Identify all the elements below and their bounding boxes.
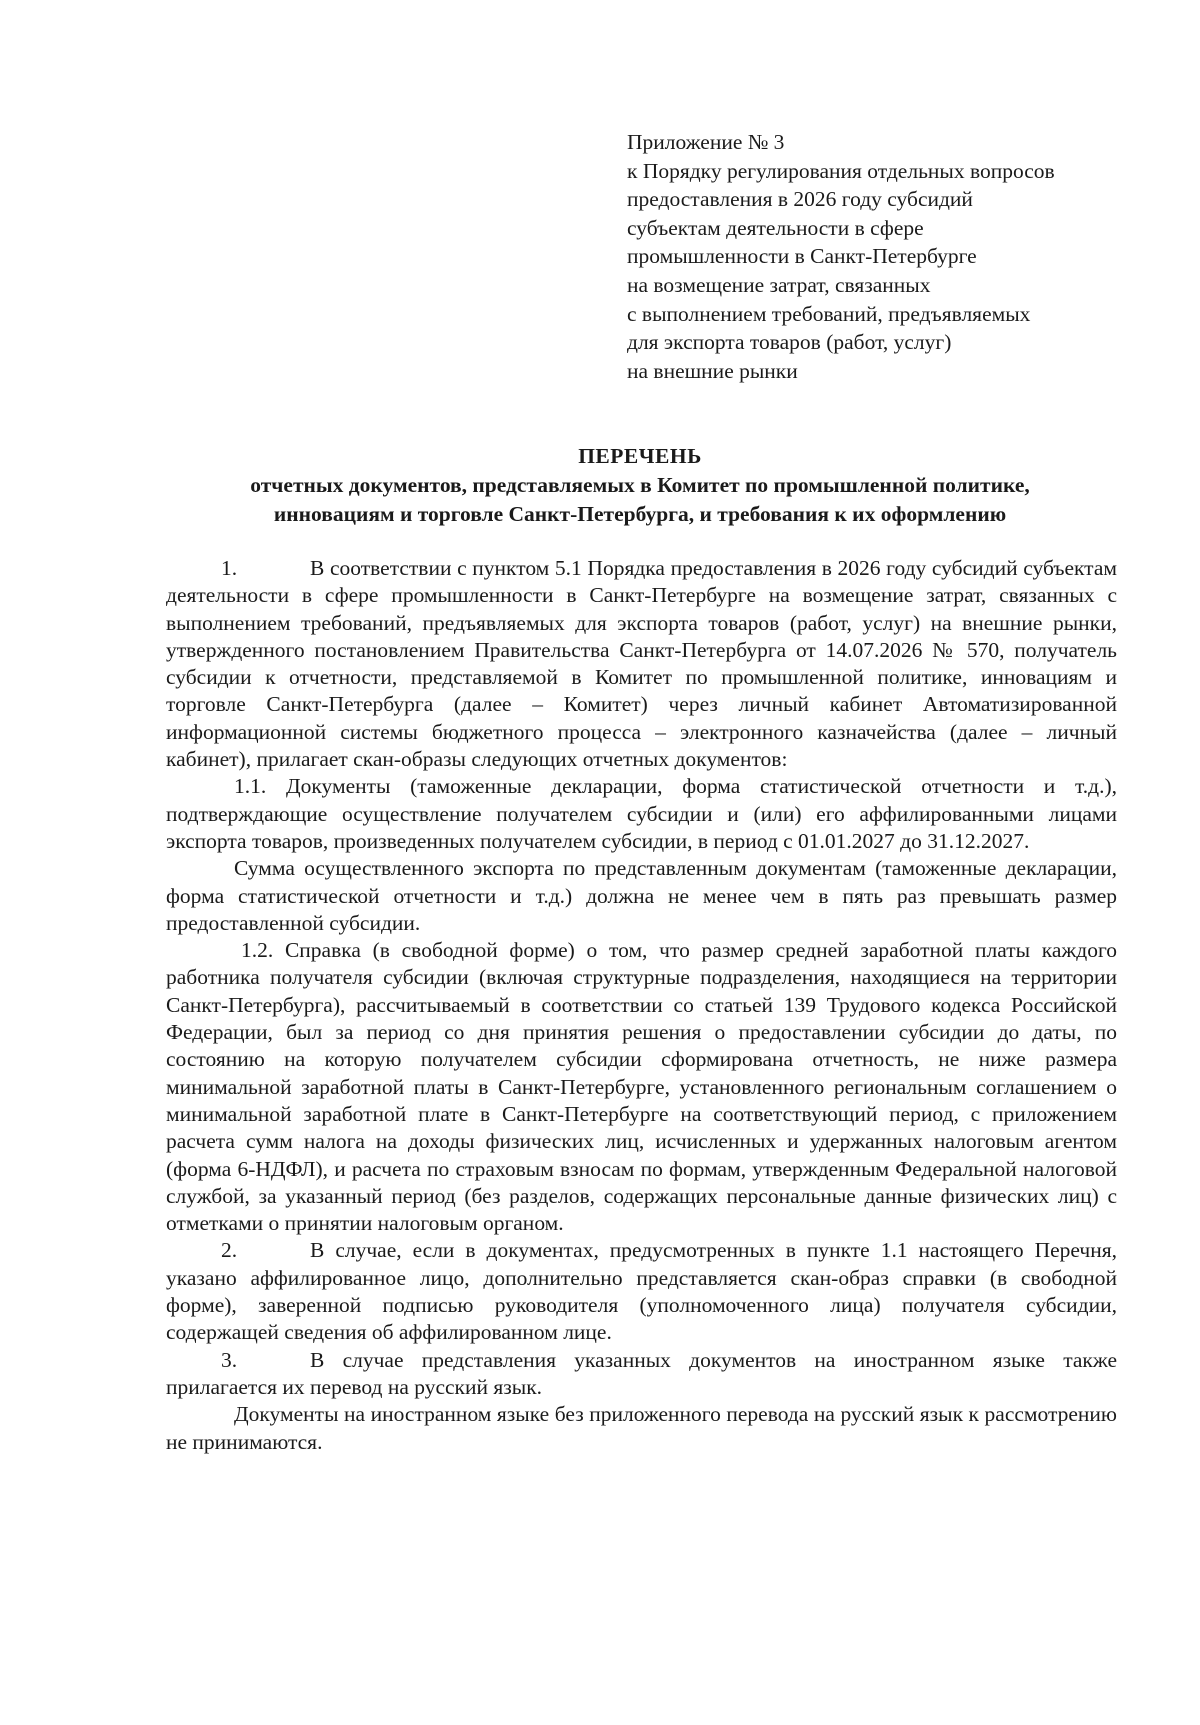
title-line-2: инновациям и торговле Санкт-Петербурга, и требования к их оформлению bbox=[273, 502, 1007, 526]
appendix-line: с выполнением требований, предъявляемых bbox=[627, 301, 1031, 326]
document-title bbox=[160, 442, 1120, 529]
title-main: ПЕРЕЧЕНЬ bbox=[578, 444, 702, 468]
appendix-line: на возмещение затрат, связанных bbox=[627, 272, 931, 297]
paragraph-text: В случае представления указанных документов на иностранном языке также прилагается их перевод на русский язык. bbox=[166, 1347, 1117, 1399]
paragraph-3-note: Документы на иностранном языке без приложенного перевода на русский язык к рассмотрению не принимаются. bbox=[166, 1402, 1117, 1454]
appendix-line: на внешние рынки bbox=[627, 358, 798, 383]
document-body bbox=[166, 555, 1117, 1456]
paragraph-number: 3. bbox=[221, 1347, 238, 1372]
paragraph-3 bbox=[166, 1347, 1117, 1402]
paragraph-2 bbox=[166, 1237, 1117, 1346]
paragraph-1-1: 1.1. Документы (таможенные декларации, форма статистической отчетности и т.д.), подтверждающие осуществление получателем субсидии и (или) его аффилированными лицами экспорта товаров, произведенных получателем субсидии, в период с 01.01.2027 до 31.12.2027. bbox=[166, 774, 1117, 853]
paragraph-text: В соответствии с пунктом 5.1 Порядка предоставления в 2026 году субсидий субъектам деятельности в сфере промышленности в Санкт-Петербурге на возмещение затрат, связанных с выполнением требований, предъявляемых для экспорта товаров (работ, услуг) на внешние рынки, утвержденного постановлением Правительства Санкт-Петербурга от 14.07.2026 № 570, получатель субсидии к отчетности, представляемой в Комитет по промышленной политике, инновациям и торговле Санкт-Петербурга (далее – Комитет) через личный кабинет Автоматизированной информационной системы бюджетного процесса – электронного казначейства (далее – личный кабинет), прилагает скан-образы следующих отчетных документов: bbox=[166, 556, 1117, 772]
paragraph-text: В случае, если в документах, предусмотренных в пункте 1.1 настоящего Перечня, указано аффилированное лицо, дополнительно представляется скан-образ справки (в свободной форме), заверенной подписью руководителя (уполномоченного лица) получателя субсидии, содержащей сведения об аффилированном лице. bbox=[166, 1238, 1117, 1345]
appendix-header bbox=[627, 128, 1147, 385]
paragraph-number: 1. bbox=[221, 556, 238, 580]
paragraph-1-2: 1.2. Справка (в свободной форме) о том, что размер средней заработной платы каждого работника получателя субсидии (включая структурные подразделения, находящиеся на территории Санкт-Петербурга), рассчитываемый в соответствии со статьей 139 Трудового кодекса Российской Федерации, был за период со дня принятия решения о предоставлении субсидии до даты, по состоянию на которую получателем субсидии сформирована отчетность, не ниже размера минимальной заработной платы в Санкт-Петербурге, установленного региональным соглашением о минимальной заработной плате в Санкт-Петербурге на соответствующий период, с приложением расчета сумм налога на доходы физических лиц, исчисленных и удержанных налоговым агентом (форма 6-НДФЛ), и расчета по страховым взносам по формам, утвержденным Федеральной налоговой службой, за указанный период (без разделов, содержащих персональные данные физических лиц) с отметками о принятии налоговым органом. bbox=[166, 938, 1117, 1236]
appendix-line: промышленности в Санкт-Петербурге bbox=[627, 244, 977, 269]
paragraph-1 bbox=[166, 555, 1117, 773]
title-line-1: отчетных документов, представляемых в Комитет по промышленной политике, bbox=[250, 473, 1030, 497]
appendix-line: предоставления в 2026 году субсидий bbox=[627, 187, 973, 212]
appendix-line: для экспорта товаров (работ, услуг) bbox=[627, 330, 952, 355]
appendix-line: Приложение № 3 bbox=[627, 130, 785, 154]
paragraph-1-1-sum: Сумма осуществленного экспорта по представленным документам (таможенные декларации, форма статистической отчетности и т.д.) должна не менее чем в пять раз превышать размер предоставленной субсидии. bbox=[166, 856, 1117, 935]
appendix-line: к Порядку регулирования отдельных вопросов bbox=[627, 158, 1055, 183]
appendix-line: субъектам деятельности в сфере bbox=[627, 215, 924, 240]
paragraph-number: 2. bbox=[221, 1238, 238, 1263]
